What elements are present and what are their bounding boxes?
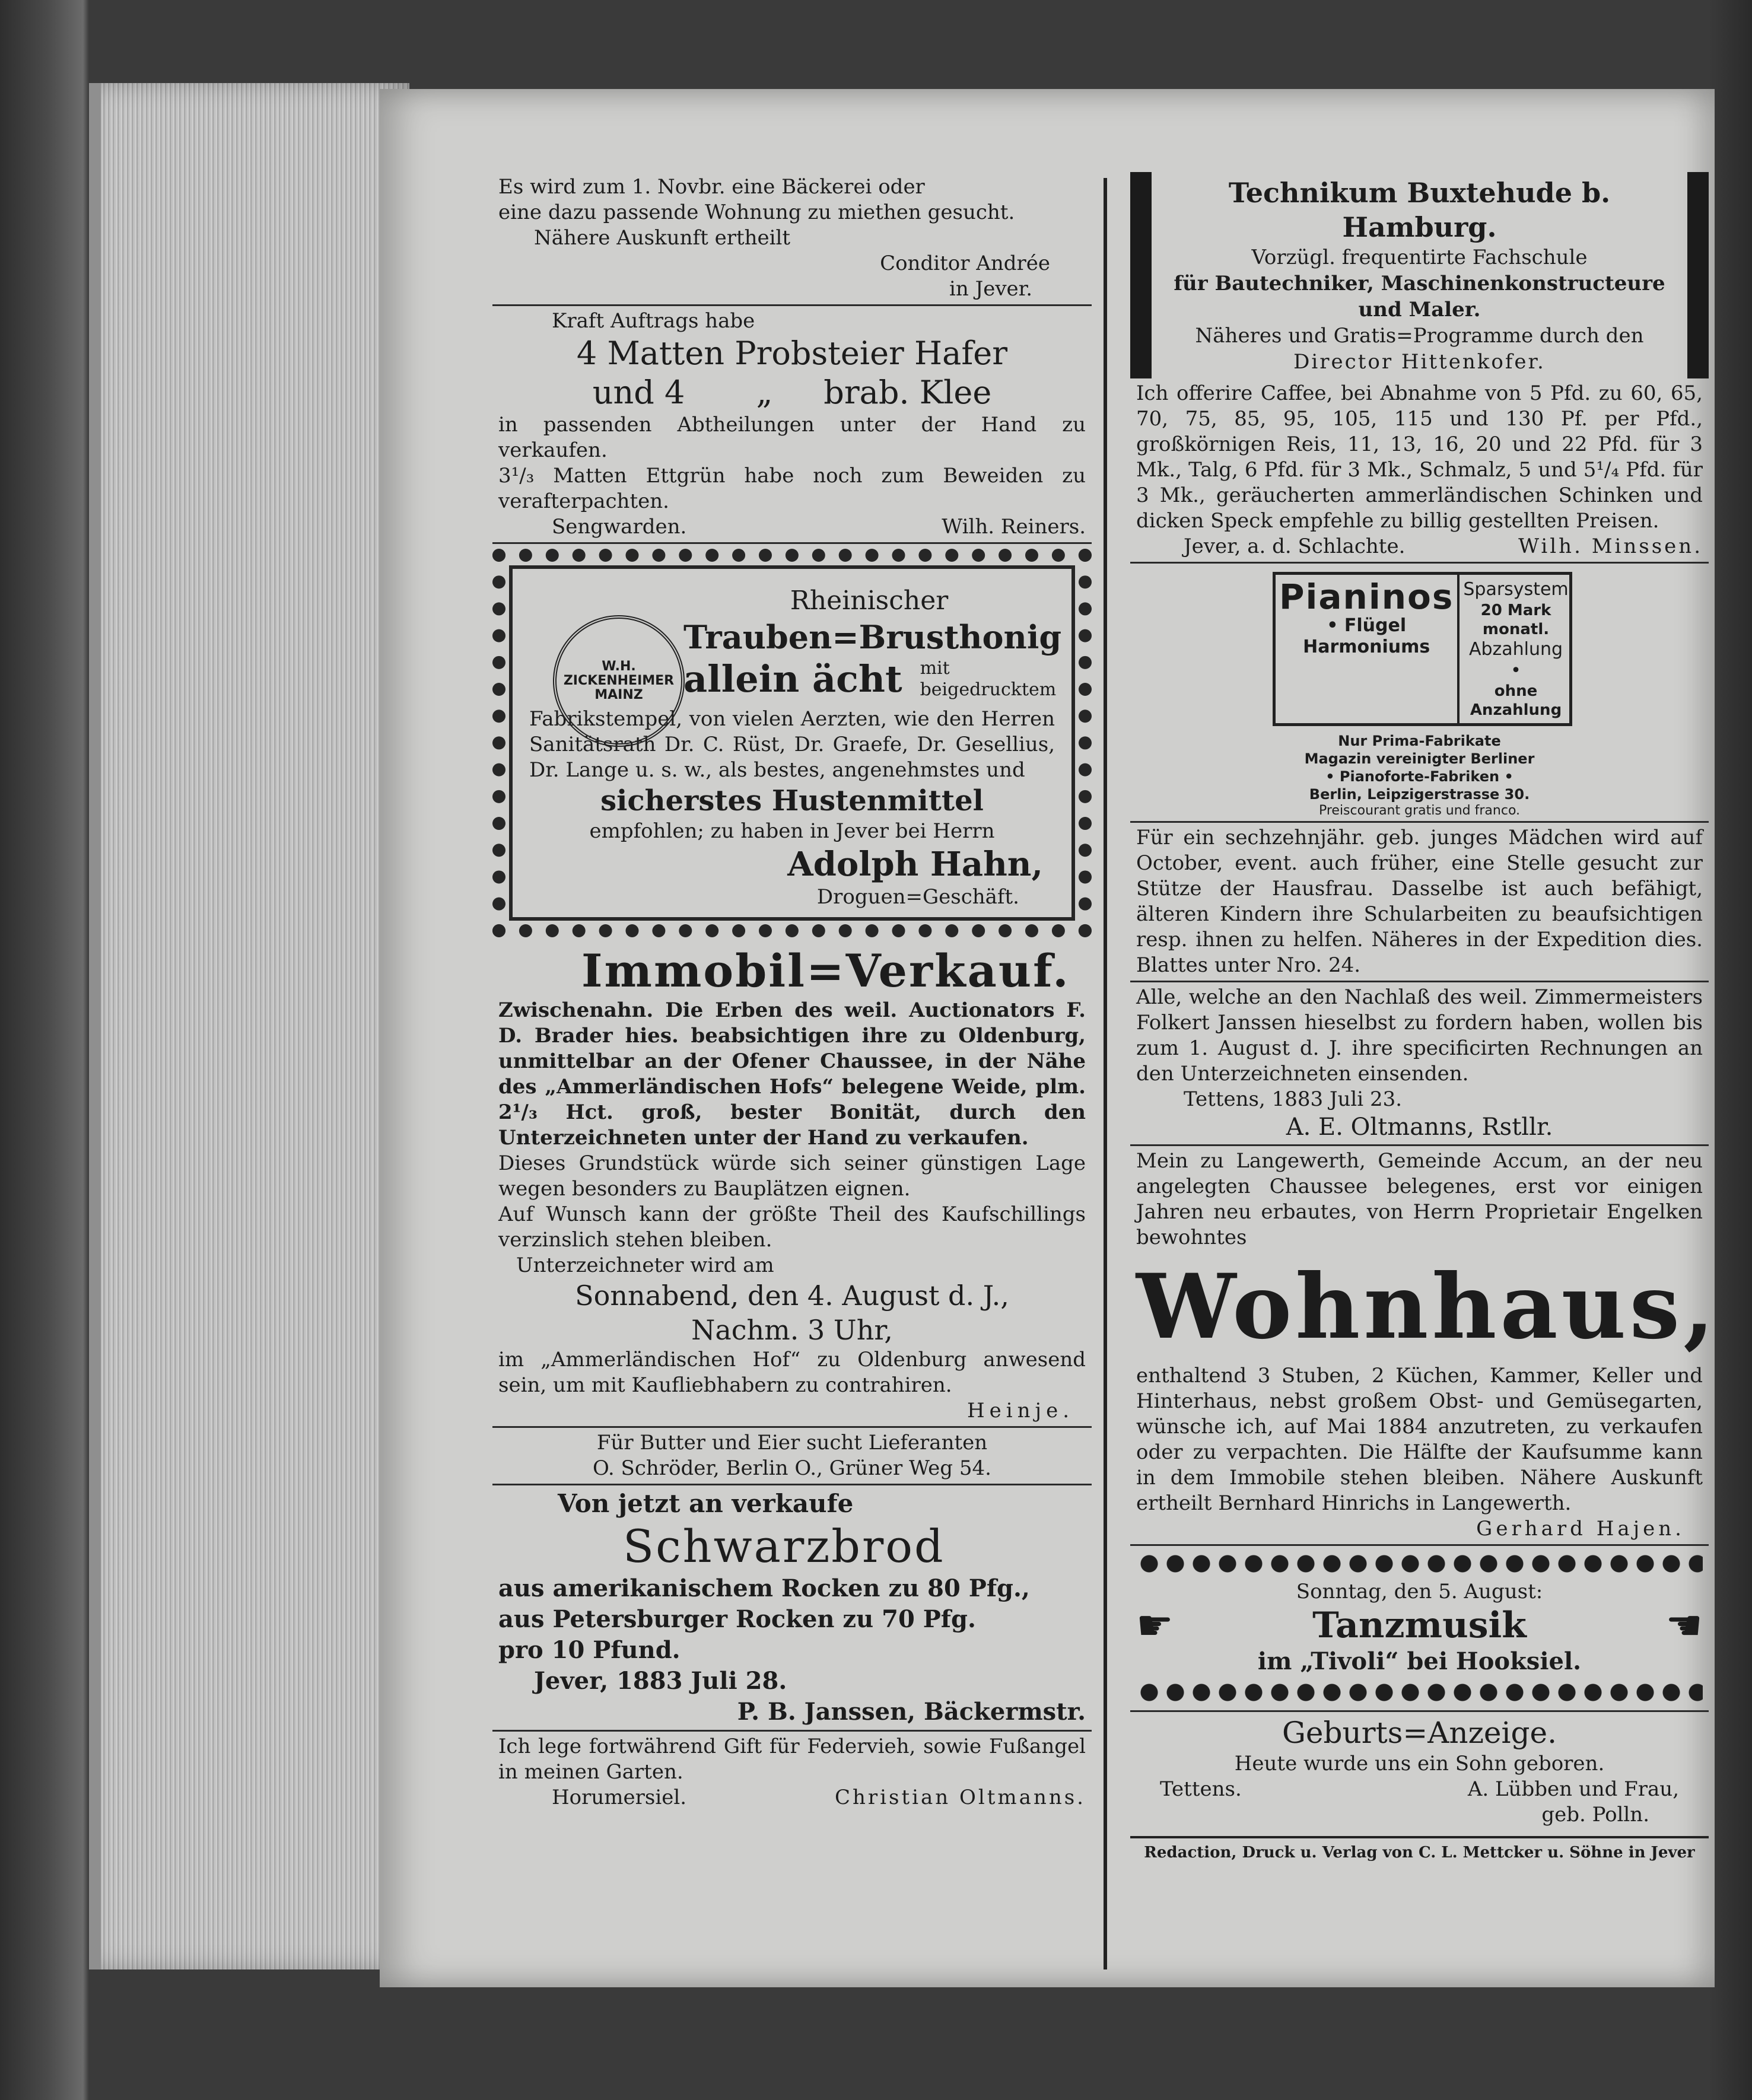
- ad-title-large: allein ächt: [683, 657, 902, 701]
- ad-body: enthaltend 3 Stuben, 2 Küchen, Kammer, Keller und Hinterhaus, nebst großem Obst- und Gemüsegarten, wünsche ich, auf Mai 1884 anzutreten, zu verkaufen oder zu verpachten. Die Hälfte der Kaufsumme kann in dem Immobile stehen bleiben. Nähere Auskunft ertheilt Bernhard Hinrichs in Langewerth.: [1136, 1364, 1703, 1515]
- ad-line: Für Butter und Eier sucht Lieferanten: [596, 1431, 988, 1455]
- ad-line: Nähere Auskunft ertheilt: [534, 226, 791, 250]
- ad-line: pro 10 Pfund.: [498, 1636, 681, 1664]
- ad-title: Technikum Buxtehude b. Hamburg.: [1228, 177, 1611, 243]
- zickenheimer-seal-icon: W.H. ZICKENHEIMER MAINZ: [553, 615, 685, 747]
- ad-immobil-verkauf: [492, 942, 1092, 1428]
- ad-line: Director Hittenkofer.: [1293, 350, 1546, 374]
- ad-line: Es wird zum 1. Novbr. eine Bäckerei oder: [498, 175, 925, 199]
- ad-place: Jever, a. d. Schlachte.: [1184, 534, 1406, 558]
- ad-technikum: [1130, 172, 1709, 378]
- ad-schwarzbrod: [492, 1485, 1092, 1732]
- ad-signature-row: [498, 1785, 1086, 1811]
- ad-body: 3¹/₃ Matten Ettgrün habe noch zum Beweiden zu verafterpachten.: [498, 464, 1086, 513]
- tanzmusik-row: [1136, 1601, 1703, 1650]
- ad-title: Geburts=Anzeige.: [1282, 1716, 1557, 1750]
- ad-place: Horumersiel.: [552, 1786, 687, 1809]
- ad-title-note: mit beigedrucktem: [920, 658, 1057, 700]
- ad-line: aus amerikanischem Rocken zu 80 Pfg.,: [498, 1574, 1030, 1602]
- ad-body: im „Ammerländischen Hof“ zu Oldenburg anwesend sein, um mit Kaufliebhabern zu contrahiren.: [498, 1348, 1086, 1397]
- ad-time: Nachm. 3 Uhr,: [691, 1314, 893, 1346]
- ad-title: Pianinos: [1279, 577, 1454, 617]
- ad-line: eine dazu passende Wohnung zu miethen gesucht.: [498, 201, 1015, 224]
- ad-body: Ich offerire Caffee, bei Abnahme von 5 Pfd. zu 60, 65, 70, 75, 85, 95, 105, 115 und 130 Pf. per Pfd., großkörnigen Reis, 11, 13, 16, 20 und 22 Pfd. für 3 Mk., Talg, 6 Pfd. für 3 Mk., Schmalz, 5 und 5¹/₄ Pfd. für 3 Mk., geräucherten ammerländischen Schinken und dicken Speck empfehle zu billig gestellten Preisen.: [1136, 381, 1703, 533]
- ad-line: Näheres und Gratis=Programme durch den: [1195, 324, 1644, 348]
- ad-body: Auf Wunsch kann der größte Theil des Kaufschillings verzinslich stehen bleiben.: [498, 1202, 1086, 1252]
- ad-body: Mein zu Langewerth, Gemeinde Accum, an der neu angelegten Chaussee belegenes, erst vor einigen Jahren neu erbautes, von Herrn Proprietair Engelken bewohntes: [1136, 1149, 1703, 1249]
- ad-hafer-klee: [492, 306, 1092, 544]
- dot-border-top: [1136, 1552, 1703, 1576]
- ad-line: Vorzügl. frequentirte Fachschule: [1251, 246, 1588, 269]
- ad-line: und Maler.: [1358, 298, 1481, 322]
- ad-date: Sonnabend, den 4. August d. J.,: [575, 1280, 1009, 1312]
- ad-name: geb. Polln.: [1541, 1803, 1649, 1827]
- ad-gift-federvieh: [492, 1732, 1092, 1813]
- ad-title: Wohnhaus,: [1136, 1255, 1718, 1359]
- ad-body: Dieses Grundstück würde sich seiner günstigen Lage wegen besonders zu Bauplätzen eignen.: [498, 1151, 1086, 1201]
- ad-tanzmusik: [1130, 1546, 1709, 1710]
- ad-intro: Kraft Auftrags habe: [552, 309, 755, 333]
- ad-title-row: [683, 657, 1055, 702]
- ad-line: 20 Mark monatl.: [1480, 602, 1551, 638]
- imprint-footer: Redaction, Druck u. Verlag von C. L. Mettcker u. Söhne in Jever: [1130, 1836, 1709, 1863]
- pointing-hand-left-icon: ☚: [1665, 1601, 1703, 1650]
- ad-line: Sonntag, den 5. August:: [1296, 1580, 1543, 1603]
- ad-heading: und 4 „ brab. Klee: [592, 374, 992, 411]
- ad-baeckerei: [492, 172, 1092, 306]
- ad-brusthonig-header: [683, 584, 1062, 702]
- ad-line: Preiscourant gratis und franco.: [1318, 803, 1521, 818]
- ad-title: Immobil=Verkauf.: [581, 944, 1070, 997]
- ad-signature-place: in Jever.: [949, 277, 1032, 301]
- ad-geburts-anzeige: [1130, 1710, 1709, 1830]
- ad-line: Jever, 1883 Juli 28.: [534, 1667, 787, 1695]
- ad-name: A. Lübben und Frau,: [1467, 1777, 1679, 1801]
- ad-maedchen: [1130, 823, 1709, 982]
- pianinos-box: [1273, 572, 1572, 726]
- ad-merchant-name: Adolph Hahn,: [787, 845, 1043, 884]
- ad-title: Tanzmusik: [1312, 1605, 1527, 1646]
- ad-line: Berlin, Leipzigerstrasse 30.: [1309, 786, 1530, 803]
- ad-title-small: Rheinischer: [790, 586, 949, 616]
- pianinos-footer: [1136, 732, 1703, 819]
- ad-name: Wilh. Reiners.: [942, 515, 1086, 539]
- ad-line: im „Tivoli“ bei Hooksiel.: [1257, 1647, 1582, 1675]
- ad-body: empfohlen; zu haben in Jever bei Herrn: [589, 819, 995, 843]
- ad-name: Wilh. Minssen.: [1518, 534, 1703, 558]
- ad-brusthonig-frame: [492, 549, 1092, 937]
- ad-title: sicherstes Hustenmittel: [600, 784, 984, 817]
- ad-body: in passenden Abtheilungen unter der Hand zu verkaufen.: [498, 413, 1086, 462]
- ad-name: P. B. Janssen, Bäckermstr.: [737, 1698, 1086, 1726]
- ad-body: Unterzeichneter wird am: [516, 1253, 774, 1277]
- ad-caffee: [1130, 378, 1709, 564]
- pianinos-right: [1460, 575, 1572, 723]
- ad-body: Für ein sechzehnjähr. geb. junges Mädchen wird auf October, event. auch früher, eine Stelle gesucht zur Stütze der Hausfrau. Dasselbe ist auch befähigt, älteren Kindern ihre Schularbeiten zu beaufsichtigen resp. ihnen zu helfen. Näheres in der Expedition dies. Blattes unter Nro. 24.: [1136, 826, 1703, 977]
- column-divider: [1104, 178, 1107, 1969]
- ad-pianinos: [1130, 564, 1709, 823]
- ad-line: aus Petersburger Rocken zu 70 Pfg.: [498, 1605, 976, 1633]
- left-column: [492, 172, 1092, 1813]
- pianinos-left: [1276, 575, 1460, 723]
- ad-line: Harmoniums: [1303, 637, 1430, 657]
- ad-signature-row: [1136, 1777, 1703, 1802]
- ad-body: Alle, welche an den Nachlaß des weil. Zimmermeisters Folkert Janssen hieselbst zu fordern haben, wollen bis zum 1. August d. J. ihre specificirten Rechnungen an den Unterzeichneten einsenden.: [1136, 985, 1703, 1086]
- ad-signature-row: [498, 514, 1086, 540]
- ad-line: ohne Anzahlung: [1470, 682, 1562, 719]
- ad-name: A. E. Oltmanns, Rstllr.: [1286, 1113, 1553, 1141]
- ad-body: Zwischenahn. Die Erben des weil. Auctionators F. D. Brader hies. beabsichtigen ihre zu Oldenburg, unmittelbar an der Ofener Chaussee, in der Nähe des „Ammerländischen Hofs“ belegene Weide, plm. 2¹/₃ Hct. groß, bester Bonität, durch den Unterzeichneten unter der Hand zu verkaufen.: [498, 998, 1086, 1150]
- ad-place: Tettens.: [1160, 1777, 1242, 1801]
- ad-nachlass: [1130, 982, 1709, 1146]
- dot-border-bottom: [1136, 1681, 1703, 1704]
- ad-heading: 4 Matten Probsteier Hafer: [576, 335, 1008, 372]
- ad-line: Heute wurde uns ein Sohn geboren.: [1234, 1752, 1605, 1776]
- ad-name: Heinje.: [966, 1399, 1074, 1423]
- ad-body: Fabrikstempel, von vielen Aerzten, wie den Herren Sanitätsrath Dr. C. Rüst, Dr. Graefe, Dr. Gesellius, Dr. Lange u. s. w., als bestes, angenehmstes und: [529, 707, 1055, 782]
- ad-line: Abzahlung •: [1468, 639, 1563, 681]
- ad-line: Von jetzt an verkaufe: [558, 1489, 854, 1518]
- ad-place: Tettens, 1883 Juli 23.: [1184, 1087, 1403, 1111]
- ad-merchant-type: Droguen=Geschäft.: [816, 885, 1019, 909]
- ad-line: Nur Prima-Fabrikate: [1338, 733, 1501, 749]
- ad-line: Magazin vereinigter Berliner: [1304, 750, 1535, 767]
- book-page-edges: [89, 83, 409, 1969]
- ad-signature: Conditor Andrée: [880, 252, 1050, 275]
- ad-name: Christian Oltmanns.: [835, 1786, 1086, 1809]
- ad-line: für Bautechniker, Maschinenkonstructeure: [1174, 272, 1665, 295]
- ad-body: Ich lege fortwährend Gift für Federvieh, sowie Fußangel in meinen Garten.: [498, 1735, 1086, 1784]
- ad-wohnhaus: [1130, 1146, 1718, 1546]
- ad-place: Sengwarden.: [552, 515, 687, 539]
- ad-line: Sparsystem: [1463, 579, 1569, 600]
- ad-title: Trauben=Brusthonig: [683, 618, 1062, 656]
- ad-line: • Pianoforte-Fabriken •: [1325, 768, 1513, 785]
- right-column: [1130, 172, 1718, 1863]
- technikum-box: [1130, 172, 1709, 378]
- ad-line: O. Schröder, Berlin O., Grüner Weg 54.: [593, 1456, 991, 1480]
- pointing-hand-right-icon: ☛: [1136, 1601, 1174, 1650]
- ad-line: • Flügel: [1327, 615, 1407, 636]
- ad-signature-row: [1136, 534, 1703, 559]
- ad-title: Schwarzbrod: [623, 1520, 945, 1573]
- ad-name: Gerhard Hajen.: [1476, 1517, 1685, 1541]
- ad-butter-eier: [492, 1428, 1092, 1485]
